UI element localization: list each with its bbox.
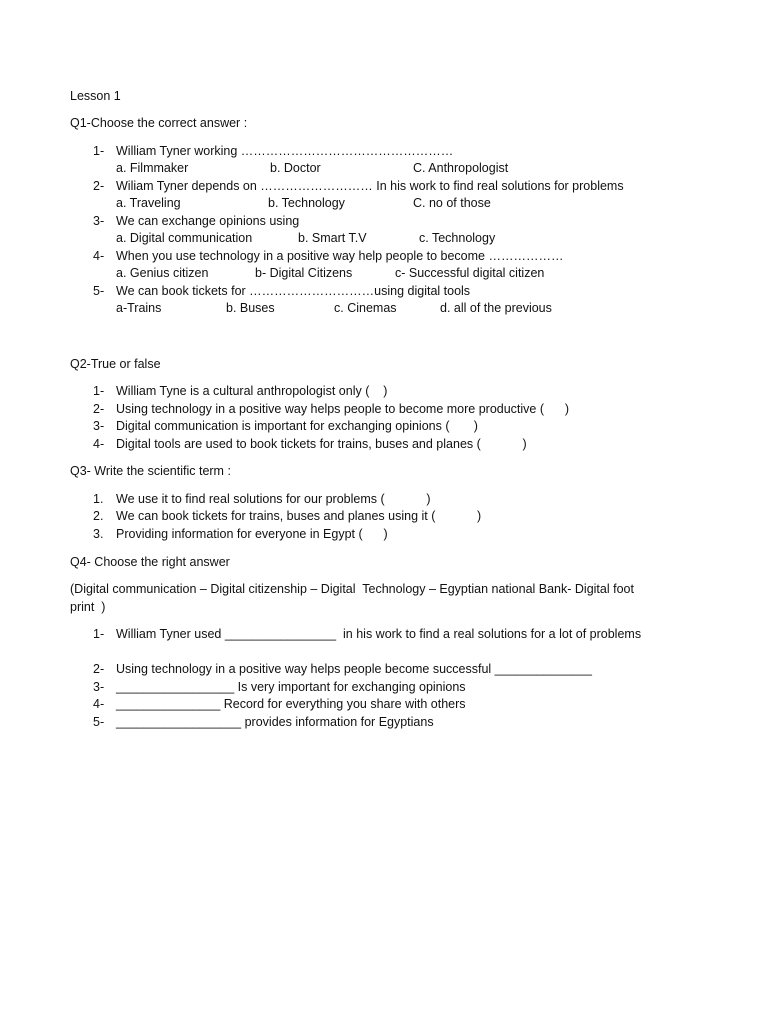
q2-statement: Using technology in a positive way helps people to become more productive ( )	[116, 402, 570, 416]
q1-option: b. Technology	[268, 196, 345, 210]
q4-item-number: 1-	[93, 627, 105, 641]
q4-sentence: _________________ Is very important for exchanging opinions	[116, 680, 466, 694]
q2-heading: Q2-True or false	[70, 357, 161, 371]
q1-option: a. Filmmaker	[116, 161, 189, 175]
q2-statement: Digital tools are used to book tickets for trains, buses and planes ( )	[116, 437, 527, 451]
q3-definition: We use it to find real solutions for our problems ( )	[116, 492, 431, 506]
q2-statement: William Tyne is a cultural anthropologist only ( )	[116, 384, 388, 398]
q1-question: Wiliam Tyner depends on ……………………… In his work to find real solutions for problems	[116, 179, 624, 193]
q1-question: When you use technology in a positive way help people to become ………………	[116, 249, 564, 263]
q4-word-bank-continued: print )	[70, 600, 106, 614]
q1-option: b- Digital Citizens	[255, 266, 353, 280]
q1-question: William Tyner working ……………………………………………	[116, 144, 454, 158]
q3-definition: Providing information for everyone in Egypt ( )	[116, 527, 388, 541]
q1-option: a. Genius citizen	[116, 266, 209, 280]
q4-item-number: 3-	[93, 680, 105, 694]
q1-question: We can exchange opinions using	[116, 214, 300, 228]
q4-sentence: __________________ provides information for Egyptians	[116, 715, 434, 729]
q1-option: C. Anthropologist	[413, 161, 509, 175]
q1-option: c. Technology	[419, 231, 496, 245]
q1-option: c. Cinemas	[334, 301, 397, 315]
q4-item-number: 2-	[93, 662, 105, 676]
q1-option: C. no of those	[413, 196, 491, 210]
q1-item-number: 5-	[93, 284, 105, 298]
q4-heading: Q4- Choose the right answer	[70, 555, 230, 569]
q1-item-number: 1-	[93, 144, 105, 158]
q3-definition: We can book tickets for trains, buses and planes using it ( )	[116, 509, 482, 523]
q4-item-number: 5-	[93, 715, 105, 729]
q1-question: We can book tickets for …………………………using digital tools	[116, 284, 471, 298]
q1-option: a-Trains	[116, 301, 162, 315]
q2-item-number: 1-	[93, 384, 105, 398]
q3-item-number: 3.	[93, 527, 104, 541]
q1-option: b. Doctor	[270, 161, 321, 175]
q1-item-number: 3-	[93, 214, 105, 228]
q4-item-number: 4-	[93, 697, 105, 711]
q1-option: a. Digital communication	[116, 231, 253, 245]
q2-item-number: 4-	[93, 437, 105, 451]
q2-item-number: 3-	[93, 419, 105, 433]
q1-heading: Q1-Choose the correct answer :	[70, 116, 248, 130]
lesson-title: Lesson 1	[70, 89, 121, 103]
q3-item-number: 2.	[93, 509, 104, 523]
q4-sentence: Using technology in a positive way helps people become successful ______________	[116, 662, 593, 676]
q3-item-number: 1.	[93, 492, 104, 506]
q1-option: b. Buses	[226, 301, 275, 315]
q4-sentence: William Tyner used ________________ in his work to find a real solutions for a lot of problems	[116, 627, 642, 641]
q1-option: c- Successful digital citizen	[395, 266, 545, 280]
q2-statement: Digital communication is important for exchanging opinions ( )	[116, 419, 478, 433]
q1-option: b. Smart T.V	[298, 231, 367, 245]
q1-option: a. Traveling	[116, 196, 181, 210]
q3-heading: Q3- Write the scientific term :	[70, 464, 231, 478]
q4-sentence: _______________ Record for everything you share with others	[116, 697, 466, 711]
q2-item-number: 2-	[93, 402, 105, 416]
q4-word-bank: (Digital communication – Digital citizenship – Digital Technology – Egyptian national Bank- Digital foot	[70, 582, 634, 596]
q1-item-number: 4-	[93, 249, 105, 263]
q1-item-number: 2-	[93, 179, 105, 193]
q1-option: d. all of the previous	[440, 301, 552, 315]
